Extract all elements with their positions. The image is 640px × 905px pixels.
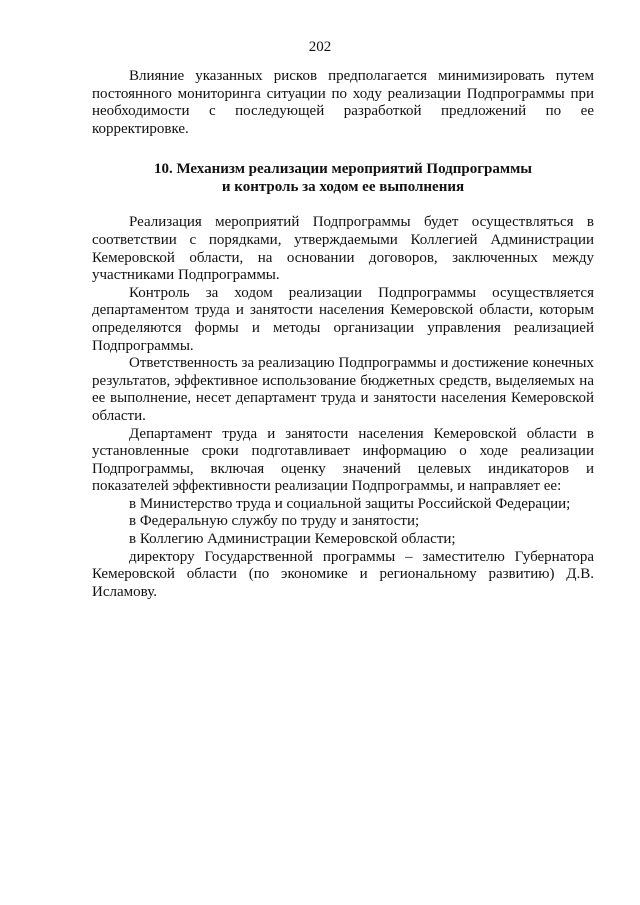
section-body (92, 214, 594, 601)
paragraph-control: Контроль за ходом реализации Подпрограммы осуществляется департаментом труда и занятости населения Кемеровской области, которым определяются формы и методы организации управления реализацией Подпрограммы. (92, 284, 594, 354)
paragraph-responsibility: Ответственность за реализацию Подпрограммы и достижение конечных результатов, эффективное использование бюджетных средств, выделяемых на ее выполнение, несет департамент труда и занятости населения Кемеровской области. (92, 355, 594, 424)
recipients-list (92, 496, 594, 602)
recipient-item: в Коллегию Администрации Кемеровской области; (129, 531, 456, 548)
page-number: 202 (308, 39, 332, 55)
paragraph-reporting: Департамент труда и занятости населения Кемеровской области в установленные сроки подготавливает информацию о ходе реализации Подпрограммы, включая оценку значений целевых индикаторов и показателей эффективности реализации Подпрограммы, и направляет ее: (92, 425, 594, 495)
section-heading-line-1: 10. Механизм реализации мероприятий Подпрограммы (153, 161, 533, 178)
section-heading (92, 160, 594, 196)
intro-paragraph: Влияние указанных рисков предполагается минимизировать путем постоянного мониторинга ситуации по ходу реализации Подпрограммы при необходимости с последующей разработкой предложений по ее корректировке. (92, 68, 594, 137)
section-heading-line-2: и контроль за ходом ее выполнения (221, 179, 465, 196)
recipient-item: в Министерство труда и социальной защиты Российской Федерации; (129, 495, 571, 512)
paragraph-implementation: Реализация мероприятий Подпрограммы будет осуществляться в соответствии с порядками, утверждаемыми Коллегией Администрации Кемеровской области, на основании договоров, заключенных между участниками Подпрограммы. (92, 214, 594, 284)
document-body (92, 68, 594, 601)
recipient-item: директору Государственной программы – заместителю Губернатора Кемеровской области (по экономике и региональному развитию) Д.В. Исламову. (92, 548, 594, 600)
intro-block (92, 68, 594, 138)
recipient-item: в Федеральную службу по труду и занятости; (129, 513, 420, 530)
